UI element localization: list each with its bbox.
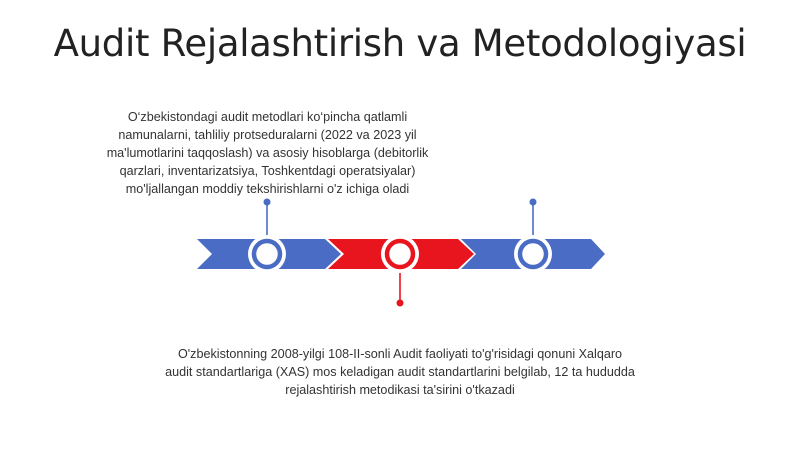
milestone-dot-3 (530, 199, 537, 206)
milestone-marker-3 (514, 235, 552, 273)
milestone-dot-1 (264, 199, 271, 206)
milestone-ring-3 (520, 241, 546, 267)
milestone-note-2: O'zbekistonning 2008-yilgi 108-II-sonli Audit faoliyati to'g'risidagi qonuni Xalqaro audit standartlariga (XAS) mos keladigan audit standartlarini belgilab, 12 ta hududda rejalashtirish metodikasi ta'sirini o'tkazadi (165, 347, 635, 397)
milestone-marker-2 (381, 235, 419, 273)
milestone-ring-2 (387, 241, 413, 267)
milestone-note-1: O‘zbekistondagi audit metodlari ko‘pincha qatlamli namunalarni, tahliliy protseduralarni (2022 va 2023 yil ma'lumotlarini taqqoslash) va asosiy hisoblarga (debitorlik qarzlari, inventarizatsiya, Toshkentdagi operatsiyalar) mo'ljallangan moddiy tekshirishlarni o'z ichiga oladi (106, 110, 429, 196)
milestone-ring-1 (254, 241, 280, 267)
slide-title: Audit Rejalashtirish va Metodologiyasi (53, 22, 747, 65)
milestone-dot-2 (397, 300, 404, 307)
milestone-marker-1 (248, 235, 286, 273)
